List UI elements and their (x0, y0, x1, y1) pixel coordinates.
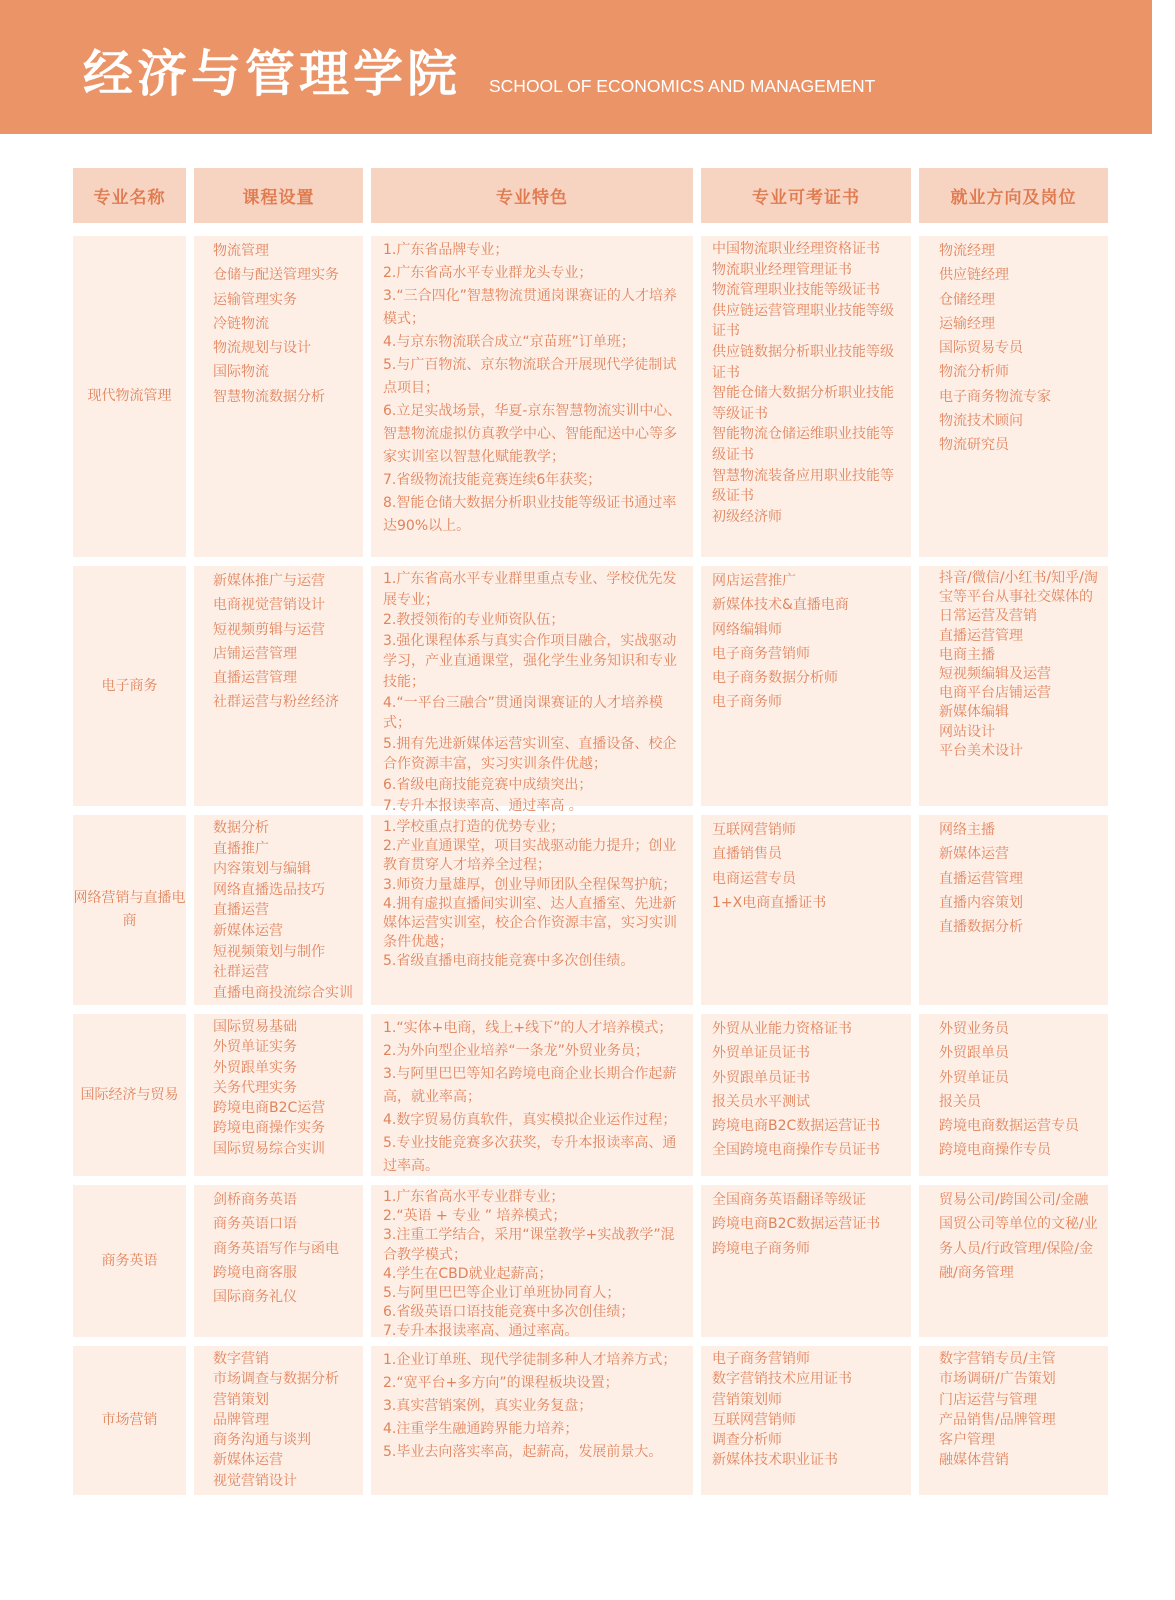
feature-item: 1.广东省高水平专业群里重点专业、学校优先发展专业； (383, 571, 677, 608)
major-name: 电子商务 (73, 566, 186, 806)
courses-list (213, 569, 363, 715)
courses-list (213, 818, 363, 1003)
course-item: 运输管理实务 (213, 291, 297, 308)
course-item: 直播电商投流综合实训 (213, 984, 353, 1001)
course-item: 内容策划与编辑 (213, 861, 311, 878)
courses-cell (194, 815, 363, 1005)
header-jobs: 就业方向及岗位 (919, 168, 1108, 223)
certificates-cell (701, 1185, 911, 1337)
certificate-item: 全国跨境电商操作专员证书 (712, 1142, 880, 1159)
features-cell (371, 1185, 693, 1340)
course-item: 国际商务礼仪 (213, 1289, 297, 1306)
features-cell (371, 566, 693, 814)
courses-list (213, 1017, 363, 1159)
features-list (383, 1188, 683, 1342)
feature-item: 3.真实营销案例，真实业务复盘； (383, 1398, 593, 1414)
certificate-item: 跨境电商B2C数据运营证书 (712, 1216, 881, 1233)
feature-item: 1.广东省品牌专业； (383, 242, 509, 258)
certificates-list (712, 1188, 903, 1261)
certificate-item: 物流管理职业技能等级证书 (712, 282, 880, 299)
course-item: 跨境电商操作实务 (213, 1120, 325, 1137)
certificate-item: 外贸跟单员证书 (712, 1069, 810, 1086)
feature-item: 5.省级直播电商技能竞赛中多次创佳绩。 (383, 953, 635, 970)
courses-cell (194, 566, 363, 806)
job-item: 外贸跟单员 (939, 1045, 1009, 1062)
course-item: 市场调查与数据分析 (213, 1371, 339, 1388)
feature-item: 1.广东省高水平专业群专业； (383, 1189, 565, 1205)
job-item: 直播内容策划 (939, 894, 1023, 911)
job-item: 网络主播 (939, 822, 995, 838)
job-item: 报关员 (939, 1093, 981, 1110)
certificate-item: 电子商务营销师 (712, 645, 810, 662)
header-courses: 课程设置 (194, 168, 363, 223)
certificate-item: 新媒体技术职业证书 (712, 1452, 838, 1469)
certificates-list (712, 1017, 903, 1163)
certificate-item: 报关员水平测试 (712, 1093, 810, 1110)
job-item: 直播运营管理 (939, 870, 1023, 887)
course-item: 物流管理 (213, 243, 269, 259)
job-item: 运输经理 (939, 315, 995, 332)
feature-item: 4.数字贸易仿真软件，真实模拟企业运作过程； (383, 1112, 677, 1128)
job-item: 平台美术设计 (939, 742, 1023, 759)
certificate-item: 互联网营销师 (712, 1411, 796, 1428)
features-list (383, 1017, 683, 1178)
course-item: 外贸单证实务 (213, 1039, 297, 1056)
jobs-cell (919, 236, 1108, 557)
job-item: 仓储经理 (939, 291, 995, 308)
jobs-cell (919, 1014, 1108, 1176)
course-item: 短视频剪辑与运营 (213, 621, 325, 638)
job-item: 直播数据分析 (939, 919, 1023, 936)
certificate-item: 供应链运营管理职业技能等级证书 (712, 302, 894, 340)
courses-cell (194, 1346, 363, 1495)
feature-item: 8.智能仓储大数据分析职业技能等级证书通过率达90%以上。 (383, 495, 677, 534)
certificate-item: 电商运营专员 (712, 870, 796, 887)
job-item: 电商平台店铺运营 (939, 685, 1051, 702)
certificates-list (712, 1349, 903, 1471)
features-cell (371, 1346, 693, 1495)
feature-item: 2.“英语 + 专业 ” 培养模式； (383, 1208, 567, 1225)
course-item: 商务英语写作与函电 (213, 1240, 339, 1257)
job-item: 物流分析师 (939, 364, 1009, 381)
feature-item: 3.强化课程体系与真实合作项目融合，实战驱动学习，产业直通课堂，强化学生业务知识和专业技能； (383, 632, 677, 690)
course-item: 外贸跟单实务 (213, 1059, 297, 1076)
course-item: 电商视觉营销设计 (213, 597, 325, 614)
course-item: 跨境电商客服 (213, 1264, 297, 1281)
course-item: 直播运营管理 (213, 670, 297, 687)
job-item: 国际贸易专员 (939, 340, 1023, 357)
course-item: 直播推广 (213, 840, 269, 857)
certificate-item: 供应链数据分析职业技能等级证书 (712, 343, 894, 381)
job-item: 电商主播 (939, 646, 995, 663)
feature-item: 3.师资力量雄厚，创业导师团队全程保驾护航； (383, 876, 677, 893)
feature-item: 6.省级英语口语技能竞赛中多次创佳绩； (383, 1304, 635, 1321)
course-item: 国际贸易基础 (213, 1019, 297, 1035)
course-item: 商务英语口语 (213, 1216, 297, 1233)
certificates-list (712, 239, 903, 527)
page-title: 经济与管理学院 (83, 45, 461, 103)
job-item: 数字营销专员/主管 (939, 1351, 1056, 1367)
job-item: 电子商务物流专家 (939, 388, 1051, 405)
feature-item: 5.拥有先进新媒体运营实训室、直播设备、校企合作资源丰富，实习实训条件优越； (383, 735, 677, 773)
certificates-cell (701, 1014, 911, 1176)
course-item: 新媒体推广与运营 (213, 573, 325, 589)
certificates-list (712, 569, 903, 715)
courses-cell (194, 1014, 363, 1176)
certificate-item: 中国物流职业经理资格证书 (712, 241, 880, 257)
certificate-item: 跨境电子商务师 (712, 1240, 810, 1257)
courses-list (213, 1188, 363, 1309)
jobs-cell (919, 1185, 1108, 1337)
feature-item: 3.与阿里巴巴等知名跨境电商企业长期合作起薪高，就业率高； (383, 1066, 677, 1105)
certificate-item: 初级经济师 (712, 508, 782, 525)
job-item: 新媒体运营 (939, 846, 1009, 863)
certificate-item: 1+X电商直播证书 (712, 894, 827, 911)
course-item: 视觉营销设计 (213, 1472, 297, 1489)
job-item: 抖音/微信/小红书/知乎/淘宝等平台从事社交媒体的日常运营及营销 (939, 570, 1098, 625)
job-item: 供应链经理 (939, 267, 1009, 284)
major-name: 网络营销与直播电商 (73, 815, 186, 1005)
courses-cell (194, 236, 363, 557)
certificate-item: 数字营销技术应用证书 (712, 1371, 852, 1388)
header-certificates: 专业可考证书 (701, 168, 911, 223)
course-item: 商务沟通与谈判 (213, 1432, 311, 1449)
features-cell (371, 815, 693, 1005)
course-item: 营销策划 (213, 1391, 269, 1408)
course-item: 仓储与配送管理实务 (213, 267, 339, 284)
job-item: 外贸业务员 (939, 1021, 1009, 1037)
course-item: 社群运营与粉丝经济 (213, 694, 339, 711)
certificates-cell (701, 236, 911, 557)
feature-item: 7.省级物流技能竞赛连续6年获奖； (383, 472, 602, 488)
feature-item: 3.“三合四化”智慧物流贯通岗课赛证的人才培养模式； (383, 288, 677, 327)
certificates-cell (701, 1346, 911, 1495)
course-item: 国际物流 (213, 364, 269, 381)
course-item: 物流规划与设计 (213, 340, 311, 357)
feature-item: 1.学校重点打造的优势专业； (383, 819, 565, 835)
job-item: 门店运营与管理 (939, 1391, 1037, 1408)
course-item: 剑桥商务英语 (213, 1192, 297, 1208)
certificate-item: 智能仓储大数据分析职业技能等级证书 (712, 385, 894, 422)
certificate-item: 外贸从业能力资格证书 (712, 1021, 852, 1037)
course-item: 直播运营 (213, 902, 269, 919)
jobs-list (939, 1188, 1100, 1285)
feature-item: 3.注重工学结合，采用“课堂教学+实战教学”混合教学模式； (383, 1227, 675, 1263)
certificate-item: 网店运营推广 (712, 573, 796, 589)
jobs-cell (919, 815, 1108, 1005)
course-item: 关务代理实务 (213, 1079, 297, 1096)
course-item: 店铺运营管理 (213, 645, 297, 662)
certificates-list (712, 818, 903, 915)
feature-item: 2.为外向型企业培养“一条龙”外贸业务员； (383, 1043, 649, 1059)
course-item: 社群运营 (213, 964, 269, 981)
certificate-item: 调查分析师 (712, 1432, 782, 1449)
jobs-list (939, 239, 1100, 458)
header-major: 专业名称 (73, 168, 186, 223)
feature-item: 6.立足实战场景，华夏-京东智慧物流实训中心、智慧物流虚拟仿真教学中心、智能配送中心等多家实训室以智慧化赋能教学； (383, 403, 682, 465)
course-item: 新媒体运营 (213, 922, 283, 939)
features-cell (371, 236, 693, 557)
certificates-cell (701, 566, 911, 806)
feature-item: 2.产业直通课堂，项目实战驱动能力提升；创业教育贯穿人才培养全过程； (383, 838, 677, 874)
certificate-item: 智能物流仓储运维职业技能等级证书 (712, 426, 894, 463)
course-item: 冷链物流 (213, 315, 269, 332)
jobs-list (939, 1349, 1100, 1471)
jobs-list (939, 818, 1100, 939)
job-item: 网站设计 (939, 723, 995, 740)
job-item: 物流研究员 (939, 437, 1009, 454)
course-item: 新媒体运营 (213, 1452, 283, 1469)
certificate-item: 电子商务营销师 (712, 1351, 810, 1367)
job-item: 跨境电商数据运营专员 (939, 1118, 1079, 1135)
course-item: 数据分析 (213, 820, 269, 836)
major-name: 现代物流管理 (73, 236, 186, 557)
major-name: 市场营销 (73, 1346, 186, 1495)
feature-item: 5.与阿里巴巴等企业订单班协同育人； (383, 1285, 621, 1302)
feature-item: 4.“一平台三融合”贯通岗课赛证的人才培养模式； (383, 694, 663, 732)
certificate-item: 跨境电商B2C数据运营证书 (712, 1118, 881, 1135)
job-item: 客户管理 (939, 1432, 995, 1449)
feature-item: 1.“实体+电商，线上+线下”的人才培养模式； (383, 1020, 673, 1036)
certificate-item: 全国商务英语翻译等级证 (712, 1192, 866, 1208)
feature-item: 5.毕业去向落实率高，起薪高，发展前景大。 (383, 1444, 663, 1460)
major-name: 国际经济与贸易 (73, 1014, 186, 1176)
course-item: 国际贸易综合实训 (213, 1140, 325, 1157)
job-item: 市场调研/广告策划 (939, 1371, 1056, 1388)
course-item: 品牌管理 (213, 1411, 269, 1428)
course-item: 数字营销 (213, 1351, 269, 1367)
courses-cell (194, 1185, 363, 1337)
feature-item: 2.广东省高水平专业群龙头专业； (383, 265, 593, 281)
job-item: 短视频编辑及运营 (939, 666, 1051, 683)
job-item: 贸易公司/跨国公司/金融国贸公司等单位的文秘/业务人员/行政管理/保险/金融/商务管理 (939, 1192, 1098, 1281)
feature-item: 4.拥有虚拟直播间实训室、达人直播室、先进新媒体运营实训室，校企合作资源丰富，实习实训条件优越； (383, 895, 677, 951)
feature-item: 5.与广百物流、京东物流联合开展现代学徒制试点项目； (383, 357, 677, 396)
jobs-list (939, 569, 1100, 761)
feature-item: 4.学生在CBD就业起薪高； (383, 1265, 553, 1282)
features-list (383, 239, 683, 538)
certificate-item: 网络编辑师 (712, 621, 782, 638)
feature-item: 5.专业技能竞赛多次获奖，专升本报读率高、通过率高。 (383, 1135, 677, 1174)
certificate-item: 新媒体技术&直播电商 (712, 597, 849, 614)
jobs-cell (919, 1346, 1108, 1495)
features-list (383, 1349, 683, 1464)
certificate-item: 电子商务数据分析师 (712, 670, 838, 687)
job-item: 外贸单证员 (939, 1069, 1009, 1086)
job-item: 直播运营管理 (939, 627, 1023, 644)
feature-item: 6.省级电商技能竞赛中成绩突出； (383, 776, 593, 793)
feature-item: 7.专升本报读率高、通过率高 。 (383, 797, 583, 814)
job-item: 新媒体编辑 (939, 704, 1009, 721)
certificate-item: 智慧物流装备应用职业技能等级证书 (712, 467, 894, 505)
feature-item: 4.注重学生融通跨界能力培养； (383, 1421, 579, 1437)
header-banner (0, 0, 1152, 134)
header-features: 专业特色 (371, 168, 693, 223)
certificate-item: 外贸单证员证书 (712, 1045, 810, 1062)
job-item: 物流经理 (939, 243, 995, 259)
certificate-item: 物流职业经理管理证书 (712, 261, 852, 278)
major-name: 商务英语 (73, 1185, 186, 1337)
job-item: 跨境电商操作专员 (939, 1142, 1051, 1159)
feature-item: 7.专升本报读率高、通过率高。 (383, 1323, 579, 1340)
certificate-item: 电子商务师 (712, 694, 782, 711)
certificate-item: 直播销售员 (712, 846, 782, 863)
course-item: 网络直播选品技巧 (213, 881, 325, 898)
courses-list (213, 1349, 363, 1491)
certificate-item: 互联网营销师 (712, 822, 796, 838)
certificate-item: 营销策划师 (712, 1391, 782, 1408)
feature-item: 4.与京东物流联合成立“京苗班”订单班； (383, 334, 635, 350)
features-list (383, 818, 683, 972)
job-item: 物流技术顾问 (939, 413, 1023, 430)
course-item: 智慧物流数据分析 (213, 388, 325, 405)
jobs-list (939, 1017, 1100, 1163)
features-list (383, 569, 683, 816)
job-item: 融媒体营销 (939, 1452, 1009, 1469)
jobs-cell (919, 566, 1108, 806)
courses-list (213, 239, 363, 409)
feature-item: 2.教授领衔的专业师资队伍； (383, 612, 565, 629)
feature-item: 1.企业订单班、现代学徒制多种人才培养方式； (383, 1352, 677, 1368)
course-item: 跨境电商B2C运营 (213, 1100, 326, 1117)
job-item: 产品销售/品牌管理 (939, 1411, 1056, 1428)
feature-item: 2.“宽平台+多方向”的课程板块设置； (383, 1375, 619, 1391)
certificates-cell (701, 815, 911, 1005)
course-item: 短视频策划与制作 (213, 943, 325, 960)
page-subtitle: SCHOOL OF ECONOMICS AND MANAGEMENT (489, 76, 876, 96)
features-cell (371, 1014, 693, 1176)
